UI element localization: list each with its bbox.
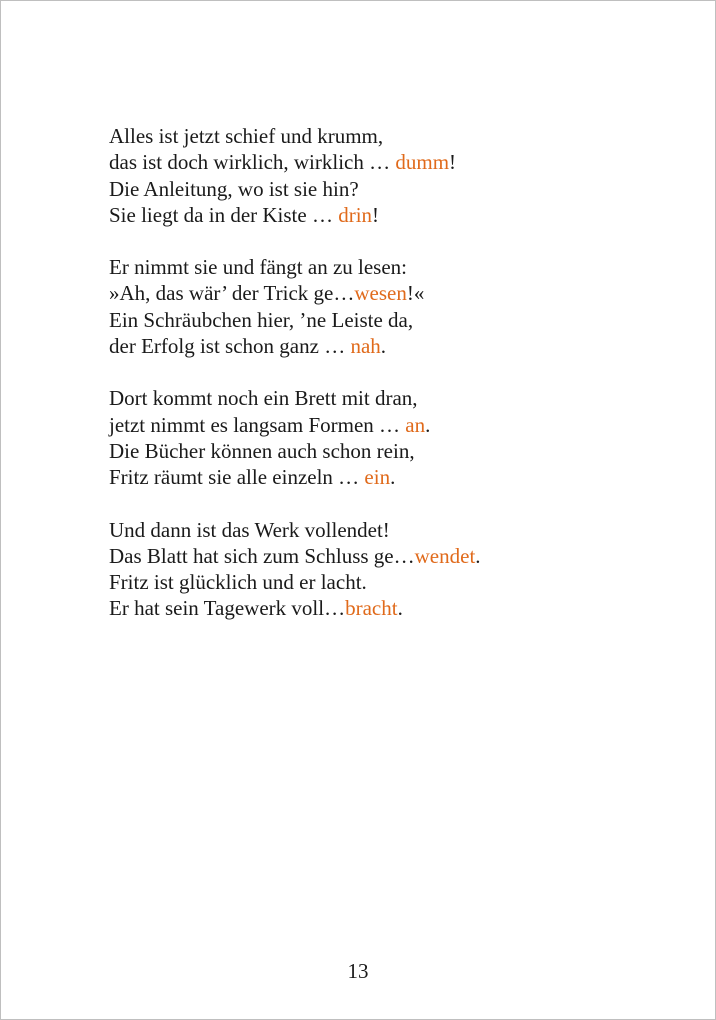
poem: [109, 123, 481, 648]
line-text: Das Blatt hat sich zum Schluss ge…: [109, 543, 415, 568]
line-text: Alles ist jetzt schief und krumm,: [109, 124, 384, 148]
poem-line: [109, 123, 481, 149]
poem-line: [109, 412, 481, 438]
line-text: Er nimmt sie und fängt an zu lesen:: [109, 255, 408, 280]
rhyme-word: drin: [338, 202, 373, 227]
rhyme-word: wendet: [414, 543, 476, 568]
line-text: Die Bücher können auch schon rein,: [109, 438, 415, 463]
page-number: 13: [347, 959, 369, 983]
rhyme-word: bracht: [345, 596, 398, 621]
poem-line: [109, 569, 481, 595]
line-suffix: !: [372, 202, 380, 227]
stanza: [109, 385, 481, 490]
line-suffix: .: [390, 465, 396, 490]
rhyme-word: an: [405, 412, 426, 437]
line-text: Fritz räumt sie alle einzeln …: [109, 465, 365, 490]
poem-line: [109, 464, 481, 490]
line-suffix: .: [397, 596, 403, 621]
line-text: Dort kommt noch ein Brett mit dran,: [109, 386, 418, 411]
stanza: [109, 517, 481, 622]
line-text: Ein Schräubchen hier, ’ne Leiste da,: [109, 307, 414, 332]
stanza: [109, 123, 481, 228]
poem-line: [109, 280, 481, 306]
stanza: [109, 254, 481, 359]
poem-line: [109, 595, 481, 621]
poem-line: [109, 333, 481, 359]
line-text: Sie liegt da in der Kiste …: [109, 202, 339, 227]
rhyme-word: ein: [364, 465, 391, 490]
line-suffix: !: [449, 150, 457, 175]
line-suffix: .: [380, 334, 387, 359]
line-text: Die Anleitung, wo ist sie hin?: [109, 176, 359, 201]
line-text: das ist doch wirklich, wirklich …: [109, 150, 396, 175]
poem-line: [109, 543, 481, 569]
poem-line: [109, 307, 481, 333]
line-text: »Ah, das wär’ der Trick ge…: [109, 281, 355, 306]
line-suffix: .: [425, 412, 431, 437]
poem-line: [109, 149, 481, 175]
line-text: Er hat sein Tagewerk voll…: [109, 596, 346, 621]
line-text: jetzt nimmt es langsam Formen …: [109, 412, 406, 437]
line-suffix: .: [475, 543, 481, 568]
poem-line: [109, 385, 481, 411]
rhyme-word: nah: [350, 334, 381, 359]
poem-line: [109, 176, 481, 202]
line-suffix: !«: [406, 281, 425, 306]
poem-line: [109, 438, 481, 464]
poem-line: [109, 517, 481, 543]
line-text: Und dann ist das Werk vollendet!: [109, 517, 390, 542]
line-text: Fritz ist glücklich und er lacht.: [109, 570, 367, 595]
rhyme-word: wesen: [354, 281, 407, 306]
line-text: der Erfolg ist schon ganz …: [109, 334, 351, 359]
poem-line: [109, 202, 481, 228]
poem-line: [109, 254, 481, 280]
rhyme-word: dumm: [395, 150, 450, 175]
